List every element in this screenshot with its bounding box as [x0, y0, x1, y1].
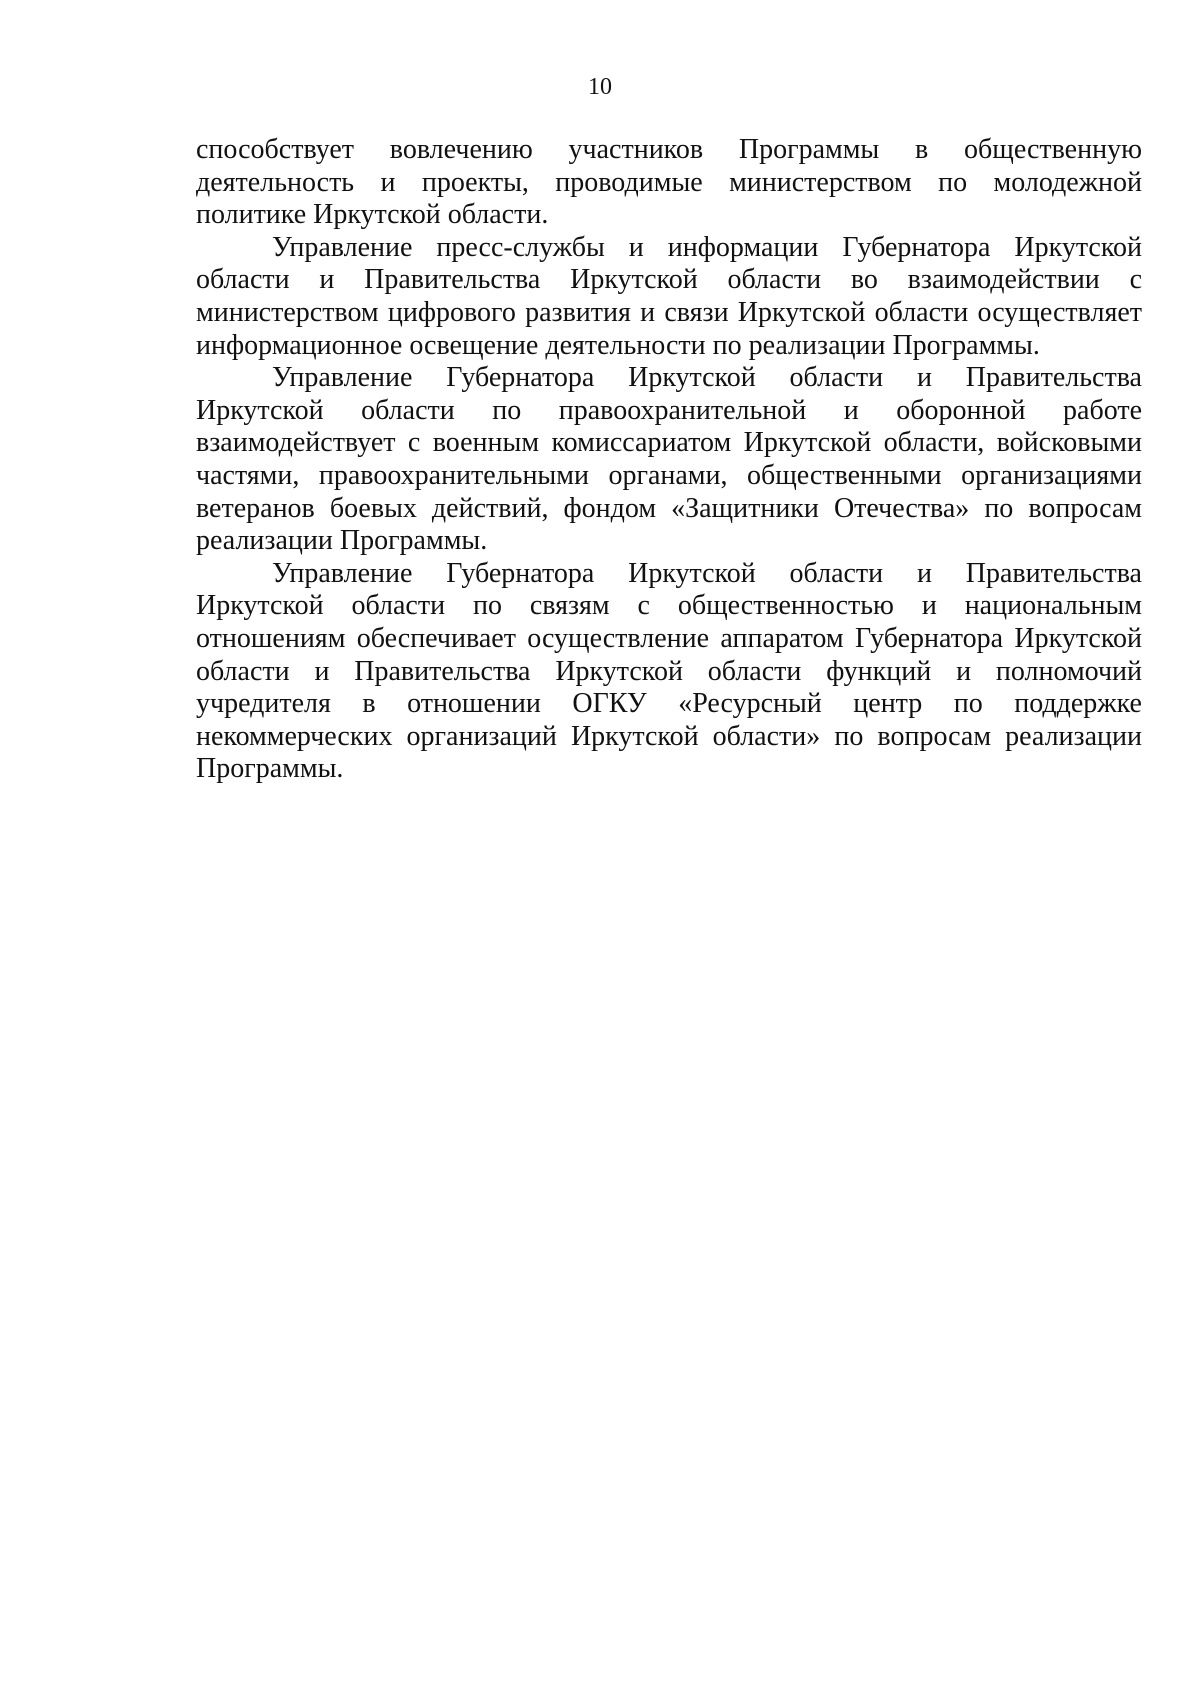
- paragraph-public-relations: Управление Губернатора Иркутской области и Правительства Иркутской области по связям с общественностью и национальным отношениям обеспечивает осуществление аппаратом Губернатора Иркутской области и Правительства Иркутской области функций и полномочий учредителя в отношении ОГКУ «Ресурсный центр по поддержке некоммерческих организаций Иркутской области» по вопросам реализации Программы.: [196, 557, 1142, 785]
- paragraph-law-enforcement: Управление Губернатора Иркутской области и Правительства Иркутской области по правоохранительной и оборонной работе взаимодействует с военным комиссариатом Иркутской области, войсковыми частями, правоохранительными органами, общественными организациями ветеранов боевых действий, фондом «Защитники Отечества» по вопросам реализации Программы.: [196, 362, 1142, 557]
- page-number: 10: [588, 74, 612, 100]
- document-body: [196, 134, 1142, 786]
- paragraph-continuation: способствует вовлечению участников Программы в общественную деятельность и проекты, проводимые министерством по молодежной политике Иркутской области.: [196, 134, 1142, 231]
- paragraph-press-service: Управление пресс-службы и информации Губернатора Иркутской области и Правительства Иркутской области во взаимодействии с министерством цифрового развития и связи Иркутской области осуществляет информационное освещение деятельности по реализации Программы.: [196, 231, 1142, 361]
